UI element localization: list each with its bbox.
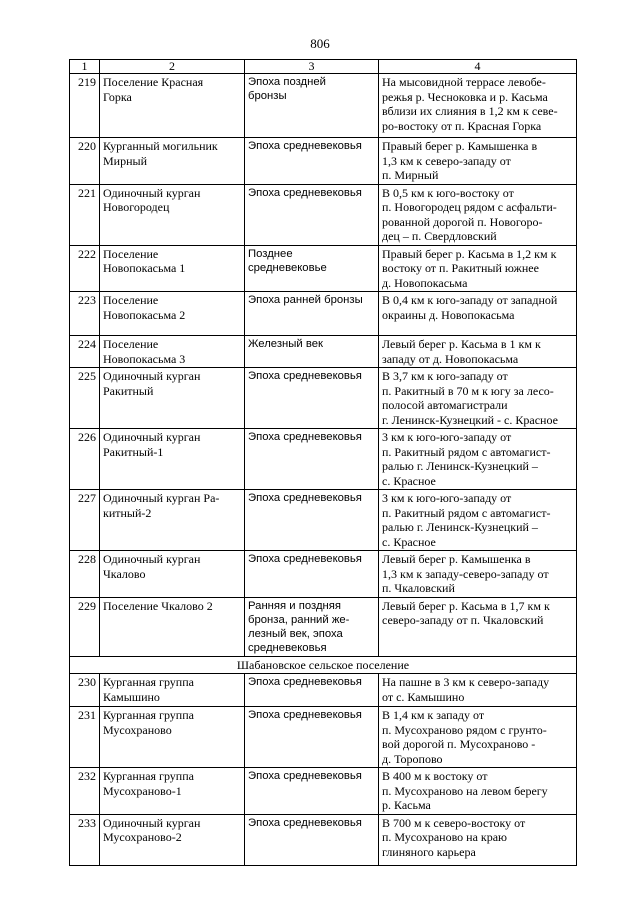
cell-location: На пашне в 3 км к северо-западу от с. Камышино bbox=[379, 674, 577, 707]
table-row bbox=[70, 814, 577, 865]
page-number: 806 bbox=[310, 36, 330, 51]
table-row bbox=[70, 336, 577, 368]
table-row bbox=[70, 674, 577, 707]
table-row bbox=[70, 551, 577, 598]
cell-number: 221 bbox=[70, 184, 100, 245]
cell-location: В 400 м к востоку от п. Мусохраново на левом берегу р. Касьма bbox=[379, 768, 577, 815]
cell-location: В 0,4 км к юго-западу от западной окраины д. Новопокасьма bbox=[379, 292, 577, 336]
table-row bbox=[70, 597, 577, 656]
table-row bbox=[70, 138, 577, 185]
cell-object-name: Курганная группа Мусохраново bbox=[100, 707, 245, 768]
cell-object-name: Поселение Новопокасьма 1 bbox=[100, 245, 245, 292]
cell-object-name: Одиночный курган Мусохраново-2 bbox=[100, 814, 245, 865]
cell-number: 224 bbox=[70, 336, 100, 368]
cell-period: Эпоха средневековья bbox=[245, 490, 379, 551]
cell-period: Эпоха средневековья bbox=[245, 768, 379, 815]
table-row bbox=[70, 707, 577, 768]
cell-object-name: Курганная группа Мусохраново-1 bbox=[100, 768, 245, 815]
table-row bbox=[70, 429, 577, 490]
cell-number: 232 bbox=[70, 768, 100, 815]
cell-number: 220 bbox=[70, 138, 100, 185]
cell-location: 3 км к юго-юго-западу от п. Ракитный рядом с автомагист- ралью г. Ленинск-Кузнецкий – с. Красное bbox=[379, 490, 577, 551]
cell-period: Эпоха средневековья bbox=[245, 429, 379, 490]
column-header: 2 bbox=[100, 60, 245, 74]
table-row bbox=[70, 292, 577, 336]
cell-number: 222 bbox=[70, 245, 100, 292]
table-row bbox=[70, 490, 577, 551]
cell-number: 230 bbox=[70, 674, 100, 707]
section-title: Шабановское сельское поселение bbox=[70, 656, 577, 674]
cell-period: Эпоха средневековья bbox=[245, 674, 379, 707]
cell-object-name: Одиночный курган Чкалово bbox=[100, 551, 245, 598]
table-row bbox=[70, 184, 577, 245]
cell-number: 226 bbox=[70, 429, 100, 490]
cell-object-name: Поселение Новопокасьма 2 bbox=[100, 292, 245, 336]
cell-object-name: Поселение Новопокасьма 3 bbox=[100, 336, 245, 368]
cell-period: Ранняя и поздняя бронза, ранний же- лезный век, эпоха средневековья bbox=[245, 597, 379, 656]
cell-number: 228 bbox=[70, 551, 100, 598]
cell-period: Эпоха средневековья bbox=[245, 707, 379, 768]
cell-location: В 1,4 км к западу от п. Мусохраново рядом с грунто- вой дорогой п. Мусохраново - д. Торопово bbox=[379, 707, 577, 768]
cell-location: 3 км к юго-юго-западу от п. Ракитный рядом с автомагист- ралью г. Ленинск-Кузнецкий – с. Красное bbox=[379, 429, 577, 490]
table-row bbox=[70, 245, 577, 292]
column-header: 1 bbox=[70, 60, 100, 74]
cell-period: Эпоха средневековья bbox=[245, 138, 379, 185]
cell-number: 223 bbox=[70, 292, 100, 336]
cell-object-name: Поселение Красная Горка bbox=[100, 74, 245, 138]
cell-location: В 0,5 км к юго-востоку от п. Новогородец рядом с асфальти- рованной дорогой п. Новогоро- дец – п. Свердловский bbox=[379, 184, 577, 245]
table-row bbox=[70, 768, 577, 815]
cell-location: Левый берег р. Касьма в 1,7 км к северо-западу от п. Чкаловский bbox=[379, 597, 577, 656]
cell-object-name: Курганный могильник Мирный bbox=[100, 138, 245, 185]
cell-location: На мысовидной террасе левобе- режья р. Чесноковка и р. Касьма вблизи их слияния в 1,2 км к севе- ро-востоку от п. Красная Горка bbox=[379, 74, 577, 138]
cell-period: Эпоха средневековья bbox=[245, 814, 379, 865]
cell-period: Эпоха средневековья bbox=[245, 368, 379, 429]
cell-number: 229 bbox=[70, 597, 100, 656]
cell-period: Эпоха средневековья bbox=[245, 551, 379, 598]
header-row bbox=[70, 60, 577, 74]
cell-object-name: Одиночный курган Ракитный bbox=[100, 368, 245, 429]
cell-number: 219 bbox=[70, 74, 100, 138]
cell-object-name: Одиночный курган Ракитный-1 bbox=[100, 429, 245, 490]
cell-object-name: Одиночный курган Новогородец bbox=[100, 184, 245, 245]
cell-number: 231 bbox=[70, 707, 100, 768]
cell-period: Железный век bbox=[245, 336, 379, 368]
cell-location: Правый берег р. Касьма в 1,2 км к востоку от п. Ракитный южнее д. Новопокасьма bbox=[379, 245, 577, 292]
table-body-second bbox=[70, 674, 577, 866]
section-row bbox=[70, 656, 577, 674]
cell-location: В 3,7 км к юго-западу от п. Ракитный в 70 м к югу за лесо- полосой автомагистрали г. Ленинск-Кузнецкий - с. Красное bbox=[379, 368, 577, 429]
cell-object-name: Курганная группа Камышино bbox=[100, 674, 245, 707]
table-row bbox=[70, 74, 577, 138]
column-header: 3 bbox=[245, 60, 379, 74]
cell-object-name: Одиночный курган Ра- китный-2 bbox=[100, 490, 245, 551]
section-divider bbox=[70, 656, 577, 674]
table-body-first bbox=[70, 74, 577, 657]
cell-number: 227 bbox=[70, 490, 100, 551]
cell-location: Левый берег р. Камышенка в 1,3 км к западу-северо-западу от п. Чкаловский bbox=[379, 551, 577, 598]
cell-location: В 700 м к северо-востоку от п. Мусохраново на краю глиняного карьера bbox=[379, 814, 577, 865]
cell-period: Эпоха поздней бронзы bbox=[245, 74, 379, 138]
cell-location: Левый берег р. Касьма в 1 км к западу от д. Новопокасьма bbox=[379, 336, 577, 368]
cell-location: Правый берег р. Камышенка в 1,3 км к северо-западу от п. Мирный bbox=[379, 138, 577, 185]
column-header: 4 bbox=[379, 60, 577, 74]
table-row bbox=[70, 368, 577, 429]
cell-number: 225 bbox=[70, 368, 100, 429]
heritage-registry-table bbox=[69, 59, 577, 866]
cell-period: Эпоха средневековья bbox=[245, 184, 379, 245]
cell-number: 233 bbox=[70, 814, 100, 865]
cell-period: Позднее средневековье bbox=[245, 245, 379, 292]
cell-object-name: Поселение Чкалово 2 bbox=[100, 597, 245, 656]
cell-period: Эпоха ранней бронзы bbox=[245, 292, 379, 336]
